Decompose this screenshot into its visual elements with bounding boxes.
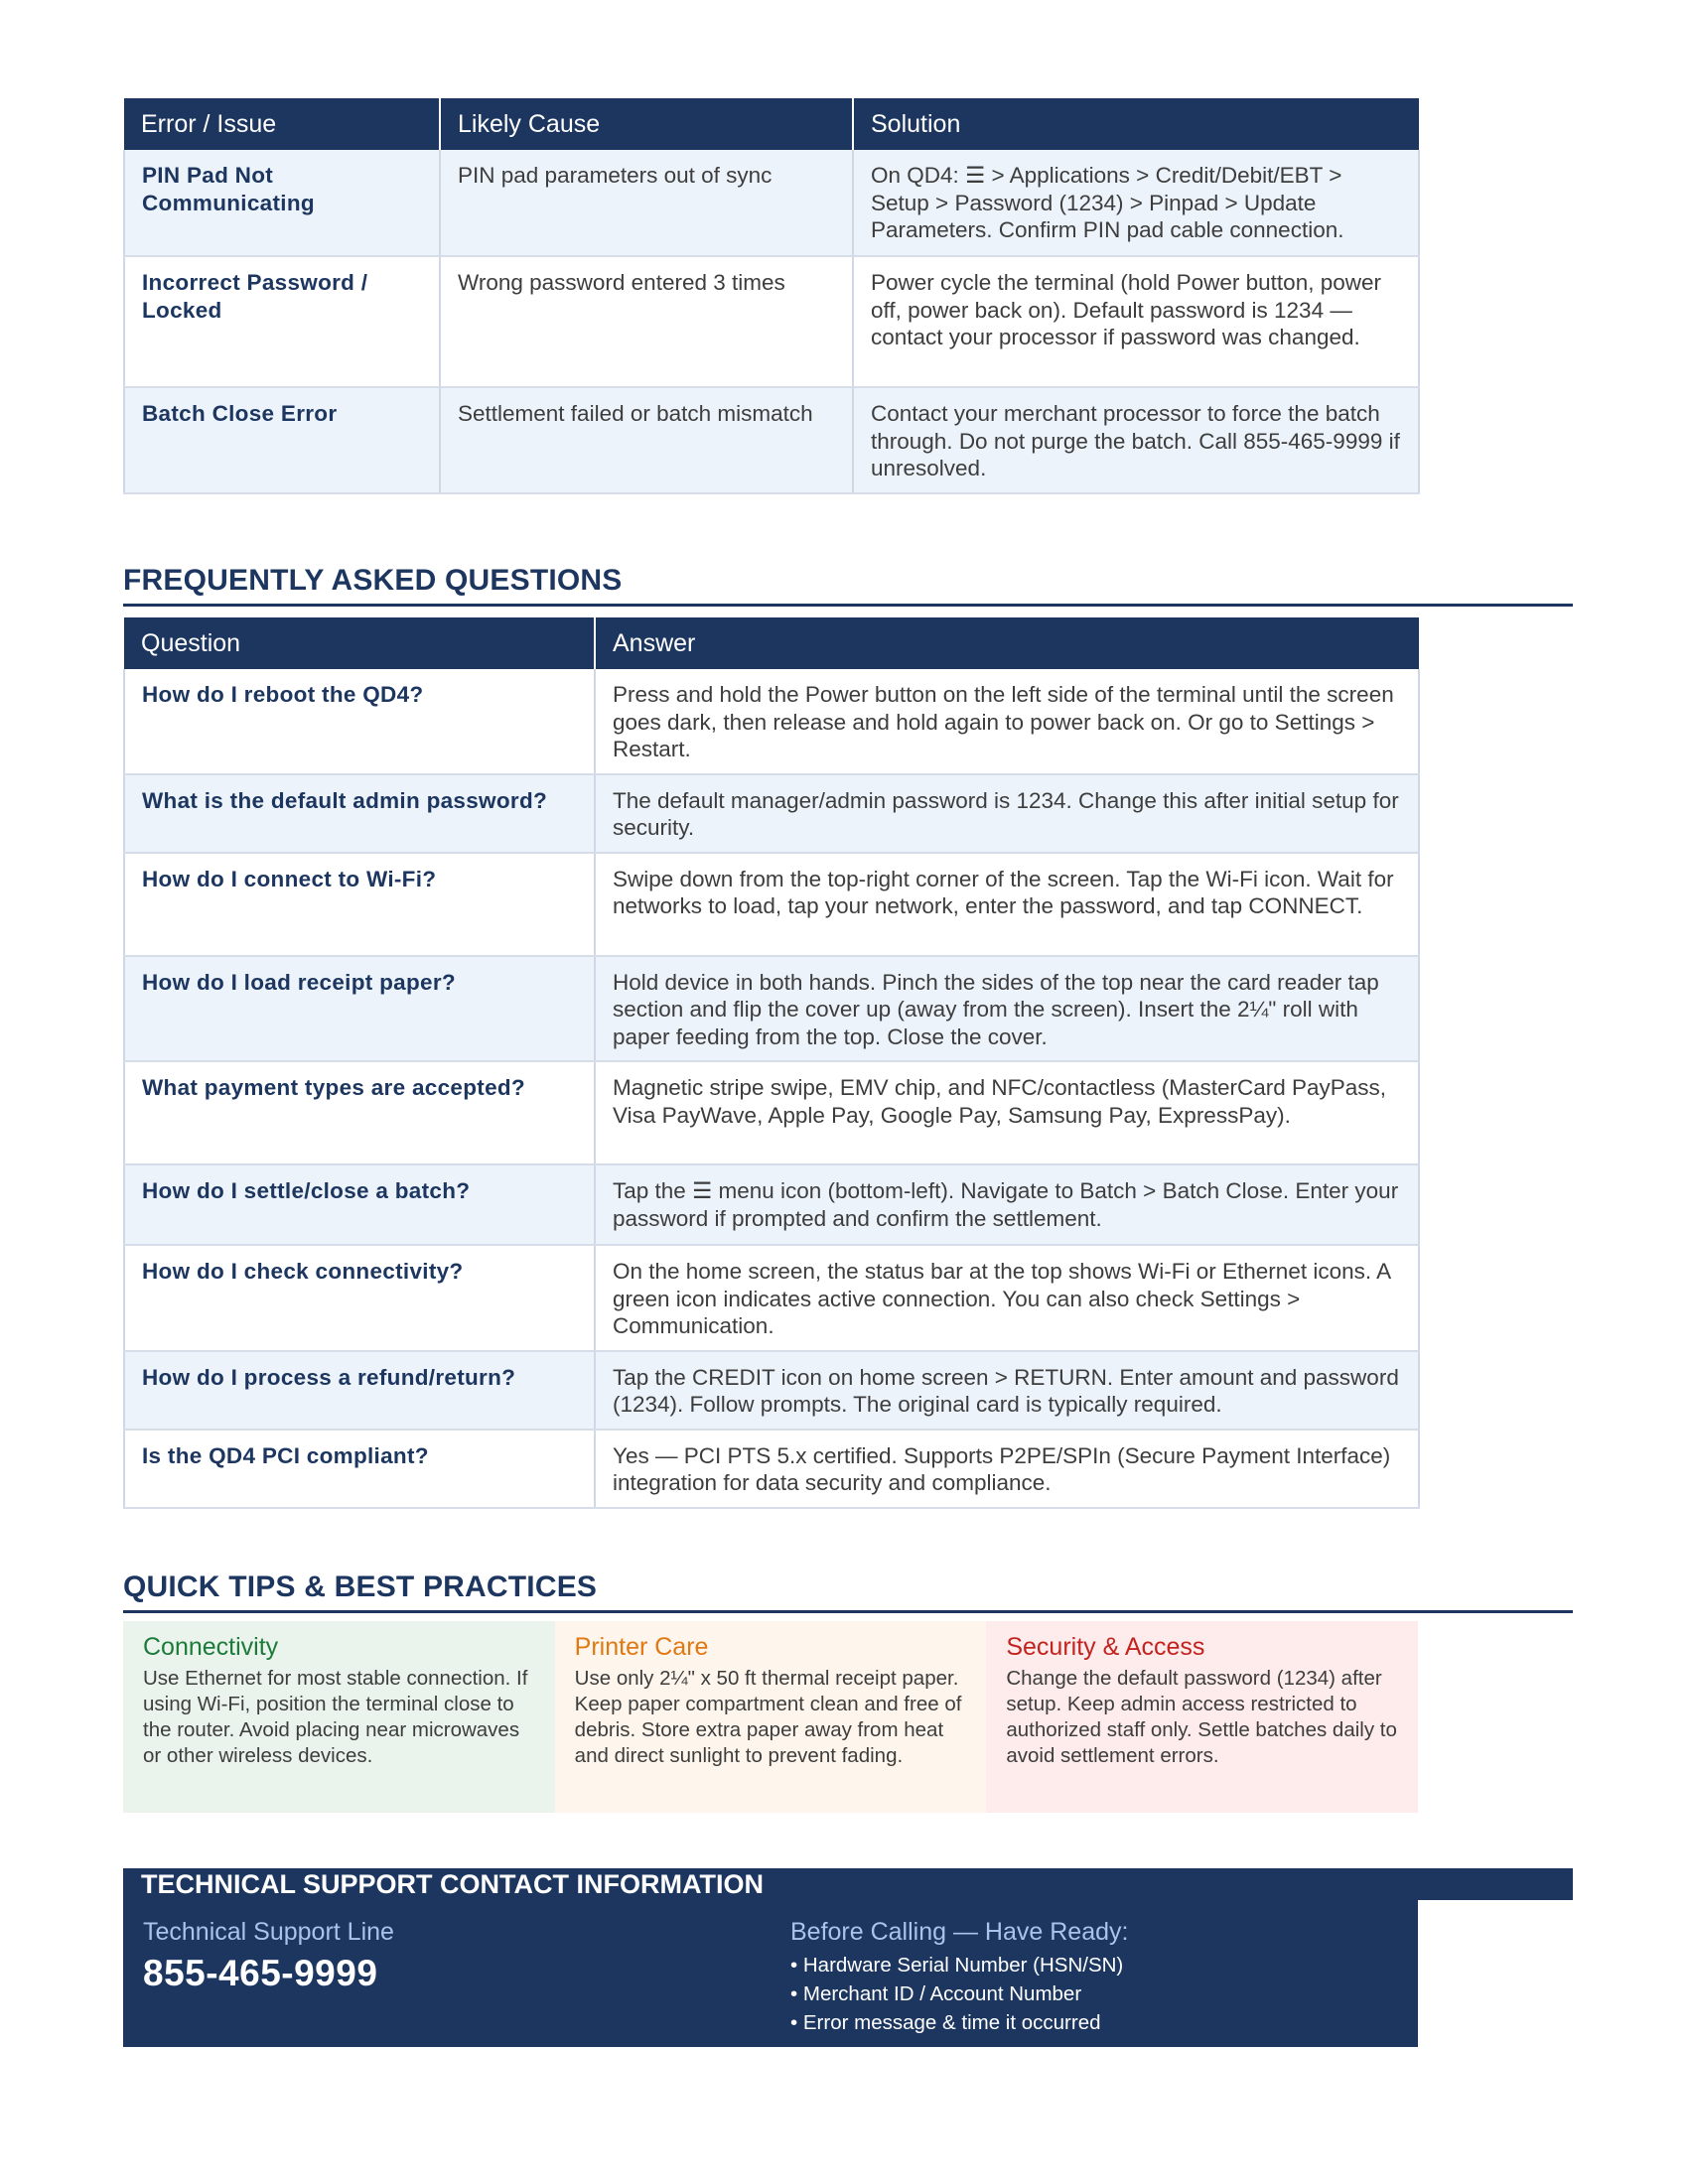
support-section-title: TECHNICAL SUPPORT CONTACT INFORMATION bbox=[123, 1868, 1573, 1900]
support-line-label: Technical Support Line bbox=[143, 1918, 394, 1946]
cause-cell: PIN pad parameters out of sync bbox=[440, 150, 853, 256]
faq-table bbox=[123, 617, 1420, 1509]
support-line bbox=[143, 1918, 394, 1994]
solution-cell: On QD4: ☰ > Applications > Credit/Debit/EBT > Setup > Password (1234) > Pinpad > Update Parameters. Confirm PIN pad cable connection. bbox=[853, 150, 1419, 256]
error-table-header bbox=[124, 98, 1419, 150]
column-header: Question bbox=[124, 617, 595, 669]
table-row bbox=[124, 1245, 1419, 1351]
cause-cell: Settlement failed or batch mismatch bbox=[440, 387, 853, 493]
tip-title: Printer Care bbox=[574, 1633, 709, 1661]
answer-cell: Hold device in both hands. Pinch the sides of the top near the card reader tap section and flip the cover up (away from the screen). Insert the 2¼" roll with paper feeding from the top. Close the cover. bbox=[595, 956, 1419, 1062]
issue-cell: Batch Close Error bbox=[124, 387, 440, 493]
answer-cell: Swipe down from the top-right corner of the screen. Tap the Wi-Fi icon. Wait for networks to load, tap your network, enter the password, and tap CONNECT. bbox=[595, 853, 1419, 956]
answer-cell: Yes — PCI PTS 5.x certified. Supports P2PE/SPIn (Secure Payment Interface) integration for data security and compliance. bbox=[595, 1430, 1419, 1508]
question-cell: How do I reboot the QD4? bbox=[124, 669, 595, 774]
support-box bbox=[123, 1900, 1418, 2047]
answer-cell: The default manager/admin password is 1234. Change this after initial setup for security. bbox=[595, 774, 1419, 853]
table-row bbox=[124, 774, 1419, 853]
support-phone-number: 855-465-9999 bbox=[143, 1953, 378, 1993]
before-calling bbox=[790, 1918, 1128, 2037]
list-item: • Error message & time it occurred bbox=[790, 2008, 1128, 2037]
tips-section-title: QUICK TIPS & BEST PRACTICES bbox=[123, 1570, 1573, 1613]
table-row bbox=[124, 1430, 1419, 1508]
tip-card-printer-care bbox=[555, 1621, 987, 1813]
tip-title: Connectivity bbox=[143, 1633, 279, 1661]
table-row bbox=[124, 1061, 1419, 1164]
column-header: Solution bbox=[853, 98, 1419, 150]
question-cell: How do I check connectivity? bbox=[124, 1245, 595, 1351]
answer-cell: Press and hold the Power button on the left side of the terminal until the screen goes dark, then release and hold again to power back on. Or go to Settings > Restart. bbox=[595, 669, 1419, 774]
question-cell: How do I process a refund/return? bbox=[124, 1351, 595, 1430]
tip-text: Use only 2¼" x 50 ft thermal receipt paper. Keep paper compartment clean and free of debris. Store extra paper away from heat and direct sunlight to prevent fading. bbox=[574, 1667, 962, 1767]
ready-list bbox=[790, 1951, 1128, 2037]
issue-cell: Incorrect Password / Locked bbox=[124, 256, 440, 387]
tip-title: Security & Access bbox=[1006, 1633, 1205, 1661]
column-header: Answer bbox=[595, 617, 1419, 669]
tip-text: Use Ethernet for most stable connection. If using Wi-Fi, position the terminal close to the router. Avoid placing near microwaves or other wireless devices. bbox=[143, 1667, 528, 1767]
list-item: • Merchant ID / Account Number bbox=[790, 1979, 1128, 2008]
table-row bbox=[124, 669, 1419, 774]
table-row bbox=[124, 387, 1419, 493]
issue-cell: PIN Pad Not Communicating bbox=[124, 150, 440, 256]
list-item: • Hardware Serial Number (HSN/SN) bbox=[790, 1951, 1128, 1979]
question-cell: What payment types are accepted? bbox=[124, 1061, 595, 1164]
table-row bbox=[124, 1351, 1419, 1430]
answer-cell: Tap the CREDIT icon on home screen > RETURN. Enter amount and password (1234). Follow prompts. The original card is typically required. bbox=[595, 1351, 1419, 1430]
tip-text: Change the default password (1234) after setup. Keep admin access restricted to authorized staff only. Settle batches daily to avoid settlement errors. bbox=[1006, 1667, 1397, 1767]
answer-cell: Magnetic stripe swipe, EMV chip, and NFC/contactless (MasterCard PayPass, Visa PayWave, Apple Pay, Google Pay, Samsung Pay, ExpressPay). bbox=[595, 1061, 1419, 1164]
before-calling-label: Before Calling — Have Ready: bbox=[790, 1918, 1129, 1946]
column-header: Likely Cause bbox=[440, 98, 853, 150]
table-row bbox=[124, 256, 1419, 387]
table-row bbox=[124, 853, 1419, 956]
tips-cards bbox=[123, 1621, 1418, 1813]
answer-cell: Tap the ☰ menu icon (bottom-left). Navigate to Batch > Batch Close. Enter your password if prompted and confirm the settlement. bbox=[595, 1164, 1419, 1245]
solution-cell: Contact your merchant processor to force the batch through. Do not purge the batch. Call 855-465-9999 if unresolved. bbox=[853, 387, 1419, 493]
table-row bbox=[124, 956, 1419, 1062]
cause-cell: Wrong password entered 3 times bbox=[440, 256, 853, 387]
tip-card-connectivity bbox=[123, 1621, 555, 1813]
faq-table-header bbox=[124, 617, 1419, 669]
question-cell: How do I settle/close a batch? bbox=[124, 1164, 595, 1245]
tip-card-security bbox=[986, 1621, 1418, 1813]
table-row bbox=[124, 150, 1419, 256]
faq-section-title: FREQUENTLY ASKED QUESTIONS bbox=[123, 564, 1573, 607]
error-table bbox=[123, 98, 1420, 494]
question-cell: Is the QD4 PCI compliant? bbox=[124, 1430, 595, 1508]
question-cell: What is the default admin password? bbox=[124, 774, 595, 853]
answer-cell: On the home screen, the status bar at the top shows Wi-Fi or Ethernet icons. A green icon indicates active connection. You can also check Settings > Communication. bbox=[595, 1245, 1419, 1351]
column-header: Error / Issue bbox=[124, 98, 440, 150]
question-cell: How do I connect to Wi-Fi? bbox=[124, 853, 595, 956]
question-cell: How do I load receipt paper? bbox=[124, 956, 595, 1062]
solution-cell: Power cycle the terminal (hold Power button, power off, power back on). Default password is 1234 — contact your processor if password was changed. bbox=[853, 256, 1419, 387]
table-row bbox=[124, 1164, 1419, 1245]
